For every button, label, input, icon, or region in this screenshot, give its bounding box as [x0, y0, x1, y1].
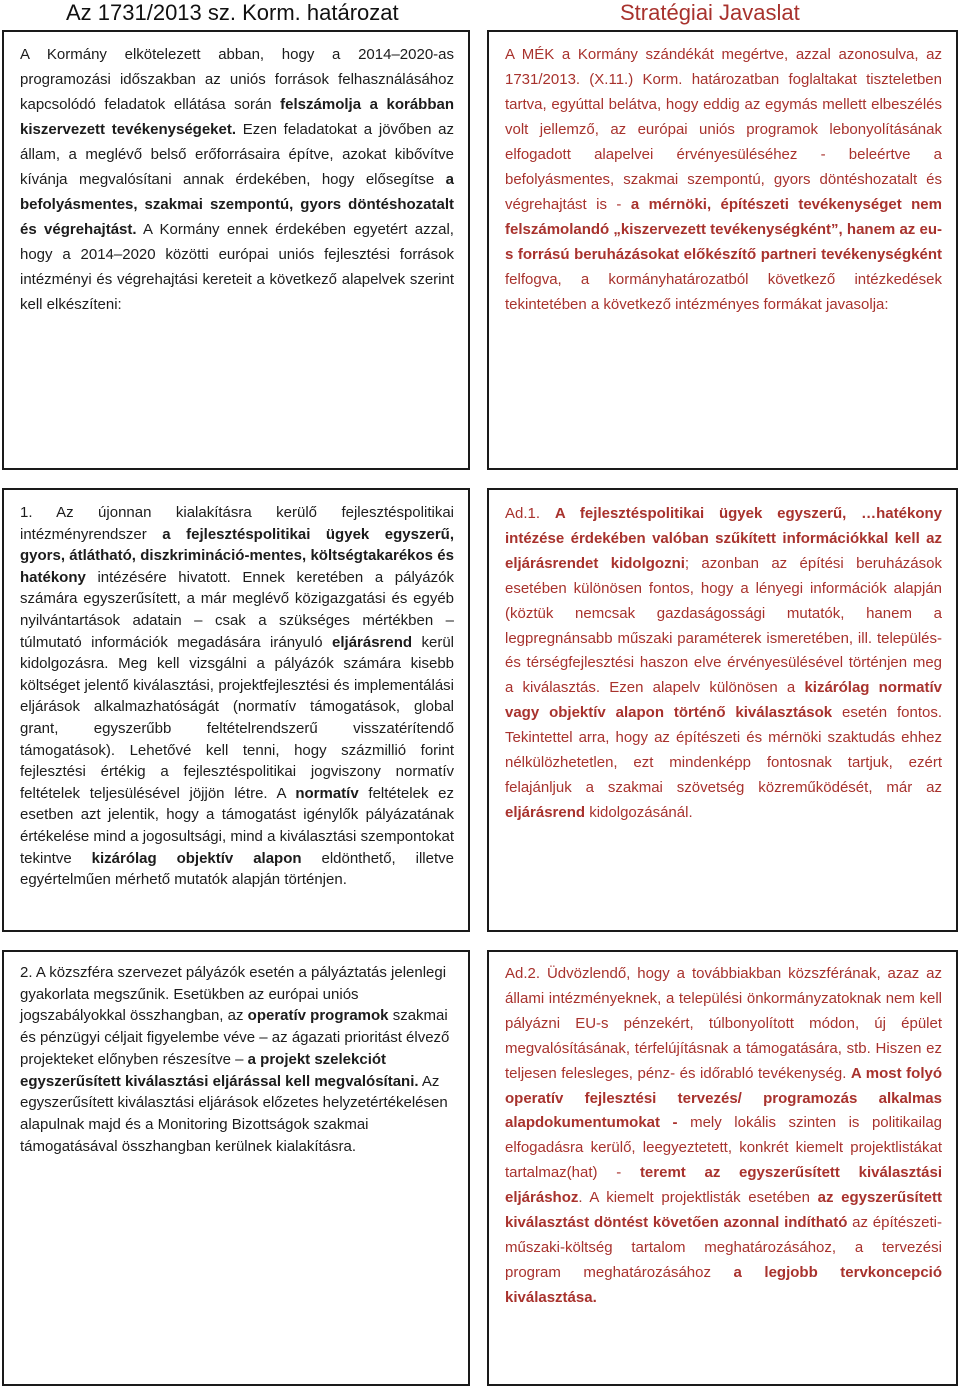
- text-run: kerül kidolgozásra. Meg kell vizsgálni a pályázók számára kisebb költséget jelentő kiválasztási, projektfejlesztési és implementálási eljárások alkalmazhatóságát (normatív támogatások, global grant, egyszerűbb feltételrendszerű visszatérítendő támogatások). Lehetővé kell tenni, hogy százmillió forint fejlesztési értékig a fejlesztéspolitikai jogviszony normatív feltételek teljesülésével jöjjön létre. A: [20, 633, 454, 802]
- text-run: eldönthető, illetve egyértelműen mérhető mutatók alapján történjen.: [20, 849, 454, 889]
- proposal-text-3: [505, 962, 942, 1311]
- resolution-box-3: [2, 950, 470, 1386]
- bold-text-run: kizárólag normatív vagy objektív alapon történő kiválasztások: [505, 679, 942, 722]
- bold-text-run: eljárásrend: [505, 803, 586, 821]
- proposal-box-1: [487, 30, 958, 470]
- text-run: Az egyszerűsített kiválasztási eljárások előzetes helyzetértékelésen alapulnak majd és a Monitoring Bizottságok szakmai támogatásával összhangban kerülnek kialakításra.: [20, 1072, 448, 1155]
- text-run: Ad.1.: [505, 505, 555, 522]
- text-run: feltételek ez esetben azt jelentik, hogy a támogatást igénylők pályázatának értékelése mind a jogosultsági, mind a kiválasztási szempontokat tekintve: [20, 784, 454, 867]
- proposal-box-2: [487, 488, 958, 932]
- resolution-text-3: [20, 962, 454, 1157]
- bold-text-run: kizárólag objektív alapon: [91, 849, 302, 867]
- proposal-box-3: [487, 950, 958, 1386]
- left-column-title: Az 1731/2013 sz. Korm. határozat: [66, 0, 399, 25]
- proposal-text-1: [505, 42, 942, 317]
- resolution-text-2: [20, 502, 454, 891]
- resolution-box-2: [2, 488, 470, 932]
- bold-text-run: a legjobb tervkoncepció kiválasztása.: [505, 1263, 942, 1306]
- proposal-text-2: [505, 502, 942, 826]
- bold-text-run: a fejlesztéspolitikai ügyek egyszerű, gyors, átlátható, diszkrimináció-mentes, költségtakarékos és hatékony: [20, 525, 454, 586]
- bold-text-run: felszámolja a korábban kiszervezett tevékenységeket.: [20, 96, 454, 138]
- text-run: A Kormány ennek érdekében egyetért azzal, hogy a 2014–2020 közötti európai uniós fejlesztési források intézményi és végrehajtási kereteit a következő alapelvek szerint kell elkészíteni:: [20, 221, 454, 313]
- bold-text-run: a befolyásmentes, szakmai szempontú, gyors döntéshozatalt és végrehajtást.: [20, 171, 454, 238]
- text-run: Ad.2. Üdvözlendő, hogy a továbbiakban közszférának, azaz az állami intézményeknek, a települési önkormányzatoknak nem kell pályázni EU-s pénzekért, túlbonyolított módon, új épület megvalósításának, térfelújításnak a támogatására, stb. Hiszen ez teljesen felesleges, pénz- és időrabló tevékenység.: [505, 965, 942, 1082]
- text-run: A MÉK a Kormány szándékát megértve, azzal azonosulva, az 1731/2013. (X.11.) Korm. határozatban foglaltakat tiszteletben tartva, egyúttal belátva, hogy eddig az egymás mellett elbeszélés volt jellemző, az európai uniós programok lebonyolításának elfogadott alapelvei érvényesüléséhez - beleértve a befolyásmentes, szakmai szempontú, gyors döntéshozatalt és végrehajtást is -: [505, 46, 942, 213]
- text-run: az építészeti-műszaki-költség tartalom meghatározásához, a tervezési program meghatározásához: [505, 1214, 942, 1281]
- bold-text-run: a mérnöki, építészeti tevékenységet nem felszámolandó „kiszervezett tevékenységként”, hanem az eu-s forrású beruházásokat előkészítő partneri tevékenységként: [505, 196, 942, 263]
- bold-text-run: operatív programok: [247, 1007, 389, 1025]
- resolution-text-1: [20, 42, 454, 317]
- bold-text-run: normatív: [295, 784, 359, 802]
- bold-text-run: teremt az egyszerűsített kiválasztási eljáráshoz: [505, 1164, 942, 1207]
- text-run: kidolgozásánál.: [585, 803, 693, 821]
- text-run: ; azonban az építési beruházások esetében különösen fontos, hogy a lényegi információk alapján (köztük nemcsak gazdaságossági mutatók, hanem a legpregnánsabb műszaki paraméterek ismeretében, ill. település- és térségfejlesztési haszon elve érvényesülésével történjen meg a kiválasztás. Ezen alapelv különösen a: [505, 554, 942, 697]
- text-run: A Kormány elkötelezett abban, hogy a 2014–2020-as programozási időszakban az uniós források felhasználásához kapcsolódó feladatok ellátása során: [20, 46, 454, 113]
- text-run: Ezen feladatokat a jövőben az állam, a meglévő belső erőforrásaira építve, azokat kibővítve kívánja megvalósítani annak érdekében, hogy elősegítse: [20, 121, 454, 188]
- text-run: 2. A közszféra szervezet pályázók esetén a pályáztatás jelenlegi gyakorlata megszűnik. Esetükben az európai uniós jogszabályokkal összhangban, az: [20, 964, 447, 1025]
- text-run: 1. Az újonnan kialakításra kerülő fejlesztéspolitikai intézményrendszer: [20, 504, 454, 543]
- text-run: . A kiemelt projektlisták esetében: [578, 1189, 818, 1207]
- right-column-title: Stratégiai Javaslat: [620, 0, 800, 25]
- bold-text-run: az egyszerűsített kiválasztást döntést követően azonnal indítható: [505, 1189, 942, 1232]
- bold-text-run: eljárásrend: [332, 633, 413, 651]
- resolution-box-1: [2, 30, 470, 470]
- text-run: esetén fontos. Tekintettel arra, hogy az építészeti és mérnöki szaktudás ehhez nélkülözhetetlen, ezt mindenképp fontosnak tartjuk, ezért felajánljuk a szakmai szövetség közreműködését, már az: [505, 704, 942, 796]
- text-run: intézésére hivatott. Ennek keretében a pályázók számára egyszerűsített, a már meglévő közigazgatási és egyéb nyilvántartások adatain – csak a szükséges mértékben – túlmutató információk megadására irányuló: [20, 568, 454, 651]
- text-run: mely lokális szinten is politikailag elfogadásra kerülő, leegyeztetett, konkrét kiemelt projektlistákat tartalmaz(hat) -: [505, 1114, 943, 1182]
- bold-text-run: A most folyó operatív fejlesztési tervezés/ programozás alkalmas alapdokumentumokat -: [505, 1064, 942, 1132]
- text-run: szakmai és pénzügyi céljait figyelembe véve – az ágazati prioritást élvező projekteket előnyben részesítve –: [20, 1007, 450, 1068]
- bold-text-run: A fejlesztéspolitikai ügyek egyszerű, …hatékony intézése érdekében valóban szűkített információkkal kell az eljárásrendet kidolgozni: [505, 505, 942, 572]
- text-run: felfogva, a kormányhatározatból következő intézkedések tekintetében a következő intézményes formákat javasolja:: [505, 271, 942, 313]
- bold-text-run: a projekt szelekciót egyszerűsített kiválasztási eljárással kell megvalósítani.: [20, 1050, 419, 1090]
